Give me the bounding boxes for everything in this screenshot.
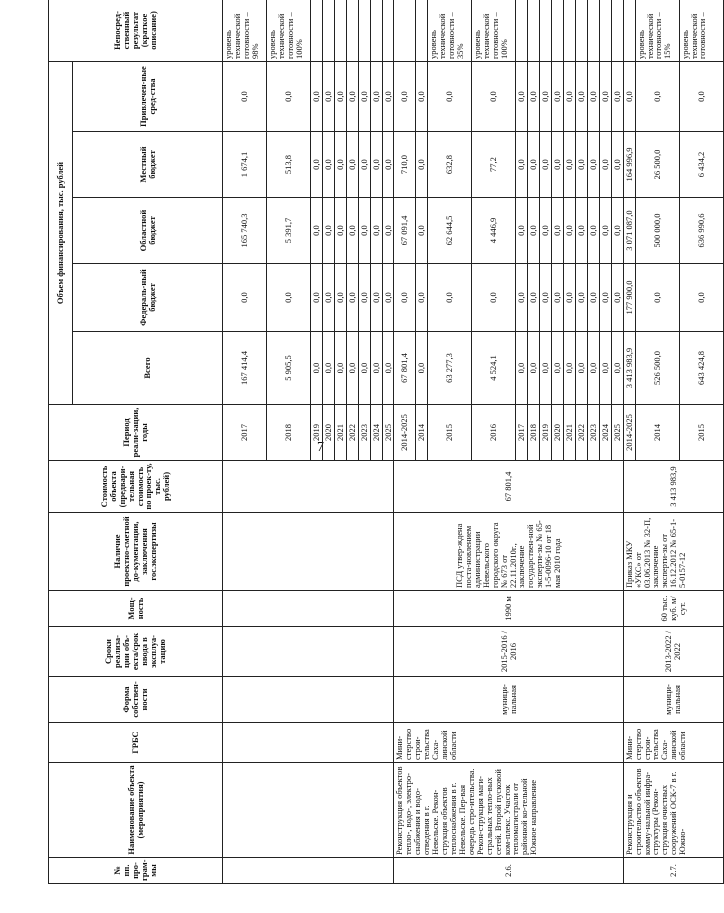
header-capacity: Мощ-ность <box>49 591 223 627</box>
cell-attracted: 0,0 <box>311 62 323 132</box>
cell-federal: 0,0 <box>358 264 370 332</box>
cell-period: 2018 <box>528 405 540 461</box>
cell-attracted: 0,0 <box>334 62 346 132</box>
cell-total: 0,0 <box>516 332 528 405</box>
cell-regional: 3 071 087,0 <box>623 198 635 264</box>
cell-result <box>334 0 346 62</box>
cell-result <box>587 0 599 62</box>
cell-period: 2023 <box>358 405 370 461</box>
cell-result <box>623 0 635 62</box>
cell-attracted: 0,0 <box>428 62 472 132</box>
cell-regional: 0,0 <box>346 198 358 264</box>
cell-regional: 62 644,5 <box>428 198 472 264</box>
cell-cost: 3 413 983,9 <box>623 461 723 513</box>
cell-total: 0,0 <box>322 332 334 405</box>
cell-federal: 0,0 <box>552 264 564 332</box>
header-docs: Наличие проектно-сметной до-кументации, заключения гос.экспертизы <box>49 513 223 591</box>
cell-federal: 0,0 <box>679 264 723 332</box>
cell-regional: 0,0 <box>575 198 587 264</box>
cell-regional: 0,0 <box>516 198 528 264</box>
cell-attracted: 0,0 <box>552 62 564 132</box>
header-local: Местный бюджет <box>73 132 223 198</box>
cell-docs: Приказ МКУ «УКС» от 03.06.2013 № 32-П, заключение эксперти-зы от 16.12.2012 № 65-1-5-0157-12 <box>623 513 723 591</box>
table-row <box>223 0 267 884</box>
cell-local: 0,0 <box>611 132 623 198</box>
cell-local: 0,0 <box>552 132 564 198</box>
cell-total: 0,0 <box>382 332 394 405</box>
cell-regional: 0,0 <box>587 198 599 264</box>
empty-cell <box>223 858 394 884</box>
empty-cell <box>223 677 394 723</box>
cell-local: 0,0 <box>370 132 382 198</box>
cell-result <box>370 0 382 62</box>
cell-result: уровень технической готовности – 15% <box>635 0 679 62</box>
cell-result: уровень технической готовности – 98% <box>223 0 267 62</box>
cell-regional: 4 446,9 <box>472 198 516 264</box>
cell-local: 710,0 <box>394 132 416 198</box>
cell-local: 26 500,0 <box>635 132 679 198</box>
header-federal: Федераль-ный бюджет <box>73 264 223 332</box>
cell-total: 0,0 <box>370 332 382 405</box>
cell-regional: 0,0 <box>334 198 346 264</box>
cell-regional: 0,0 <box>611 198 623 264</box>
cell-total: 167 414,4 <box>223 332 267 405</box>
cell-attracted: 0,0 <box>394 62 416 132</box>
cell-deadline: 2013-2022 / 2022 <box>623 627 723 677</box>
cell-attracted: 0,0 <box>346 62 358 132</box>
cell-total: 0,0 <box>311 332 323 405</box>
cell-result <box>311 0 323 62</box>
cell-period: 2023 <box>587 405 599 461</box>
cell-local: 0,0 <box>334 132 346 198</box>
cell-federal: 0,0 <box>599 264 611 332</box>
cell-local: 1 674,1 <box>223 132 267 198</box>
cell-docs: ПСД утвер-ждена поста-новлением администрации Невельского городского округа № 673 от 22.11.2010г., заключение государствен-ной эксперти-зы № 65-1-5-0096-10 от 18 мая 2010 года <box>394 513 623 591</box>
cell-period: 2025 <box>382 405 394 461</box>
cell-period: 2019 <box>540 405 552 461</box>
cell-attracted: 0,0 <box>635 62 679 132</box>
empty-cell <box>223 627 394 677</box>
cell-regional: 0,0 <box>322 198 334 264</box>
cell-period: 2024 <box>370 405 382 461</box>
header-regional: Областной бюджет <box>73 198 223 264</box>
cell-attracted: 0,0 <box>679 62 723 132</box>
cell-attracted: 0,0 <box>516 62 528 132</box>
financing-table <box>48 0 724 884</box>
page-number: 7 <box>317 440 324 455</box>
cell-total: 67 801,4 <box>394 332 416 405</box>
cell-local: 0,0 <box>575 132 587 198</box>
cell-federal: 0,0 <box>416 264 428 332</box>
cell-federal: 0,0 <box>223 264 267 332</box>
cell-result <box>346 0 358 62</box>
cell-federal: 0,0 <box>587 264 599 332</box>
cell-period: 2016 <box>472 405 516 461</box>
cell-period: 2022 <box>575 405 587 461</box>
cell-name: Реконструкция и строительство объектов комму-нальной инфра-структуры (Рекон-струкция очистных сооружений ОСК-7 в г. Южно- <box>623 763 723 858</box>
cell-result <box>516 0 528 62</box>
header-num: № пп. про-грам-мы <box>49 858 223 884</box>
cell-attracted: 0,0 <box>223 62 267 132</box>
cell-attracted: 0,0 <box>599 62 611 132</box>
cell-federal: 0,0 <box>267 264 311 332</box>
cell-regional: 0,0 <box>358 198 370 264</box>
cell-local: 77,2 <box>472 132 516 198</box>
cell-result <box>540 0 552 62</box>
cell-ownership: муници-пальная <box>623 677 723 723</box>
cell-period: 2014 <box>416 405 428 461</box>
cell-attracted: 0,0 <box>564 62 576 132</box>
cell-ownership: муници-пальная <box>394 677 623 723</box>
table-body <box>223 0 724 884</box>
cell-regional: 0,0 <box>552 198 564 264</box>
cell-total: 5 905,5 <box>267 332 311 405</box>
cell-local: 0,0 <box>382 132 394 198</box>
table-header <box>49 0 223 884</box>
cell-period: 2014 <box>635 405 679 461</box>
cell-federal: 0,0 <box>540 264 552 332</box>
cell-local: 6 434,2 <box>679 132 723 198</box>
cell-result <box>528 0 540 62</box>
cell-result <box>564 0 576 62</box>
cell-period: 2014-2025 <box>623 405 635 461</box>
cell-federal: 0,0 <box>428 264 472 332</box>
cell-total: 0,0 <box>540 332 552 405</box>
cell-federal: 0,0 <box>635 264 679 332</box>
empty-cell <box>223 591 394 627</box>
empty-cell <box>223 723 394 763</box>
cell-local: 164 996,9 <box>623 132 635 198</box>
cell-period: 2014-2025 <box>394 405 416 461</box>
cell-total: 0,0 <box>528 332 540 405</box>
cell-federal: 0,0 <box>611 264 623 332</box>
cell-regional: 165 740,3 <box>223 198 267 264</box>
cell-attracted: 0,0 <box>587 62 599 132</box>
cell-regional: 67 091,4 <box>394 198 416 264</box>
cell-local: 632,8 <box>428 132 472 198</box>
cell-result <box>358 0 370 62</box>
cell-local: 0,0 <box>587 132 599 198</box>
cell-local: 0,0 <box>311 132 323 198</box>
cell-total: 63 277,3 <box>428 332 472 405</box>
cell-local: 0,0 <box>358 132 370 198</box>
cell-regional: 0,0 <box>564 198 576 264</box>
cell-federal: 0,0 <box>516 264 528 332</box>
cell-result <box>552 0 564 62</box>
cell-attracted: 0,0 <box>472 62 516 132</box>
cell-period: 2019 <box>311 405 323 461</box>
header-ownership: Форма собствен-ности <box>49 677 223 723</box>
rotated-table-sheet <box>48 11 708 884</box>
cell-period: 2017 <box>223 405 267 461</box>
header-result: Непосред-ственный результат (краткое описание) <box>49 0 223 62</box>
cell-result: уровень технической готовности – <box>679 0 723 62</box>
cell-total: 0,0 <box>564 332 576 405</box>
cell-local: 0,0 <box>540 132 552 198</box>
cell-grbs: Мини-стерство строи-тельства Саха-линской области <box>623 723 723 763</box>
cell-period: 2021 <box>334 405 346 461</box>
cell-result <box>611 0 623 62</box>
cell-attracted: 0,0 <box>623 62 635 132</box>
table-row <box>394 0 416 884</box>
cell-attracted: 0,0 <box>322 62 334 132</box>
cell-result <box>322 0 334 62</box>
cell-federal: 0,0 <box>394 264 416 332</box>
cell-period: 2017 <box>516 405 528 461</box>
cell-local: 0,0 <box>599 132 611 198</box>
cell-period: 2020 <box>322 405 334 461</box>
cell-attracted: 0,0 <box>575 62 587 132</box>
cell-regional: 0,0 <box>311 198 323 264</box>
cell-local: 0,0 <box>416 132 428 198</box>
cell-attracted: 0,0 <box>358 62 370 132</box>
cell-attracted: 0,0 <box>370 62 382 132</box>
cell-federal: 0,0 <box>564 264 576 332</box>
cell-regional: 5 391,7 <box>267 198 311 264</box>
cell-federal: 0,0 <box>334 264 346 332</box>
cell-regional: 0,0 <box>416 198 428 264</box>
header-attracted: Привлечен-ные сред-ства <box>73 62 223 132</box>
cell-attracted: 0,0 <box>611 62 623 132</box>
cell-local: 0,0 <box>346 132 358 198</box>
cell-total: 0,0 <box>346 332 358 405</box>
cell-local: 0,0 <box>528 132 540 198</box>
cell-deadline: 2015-2016 / 2016 <box>394 627 623 677</box>
cell-total: 0,0 <box>358 332 370 405</box>
header-name: Наименование объекта (мероприятия) <box>49 763 223 858</box>
cell-result: уровень технической готовности – 35% <box>428 0 472 62</box>
empty-cell <box>223 763 394 858</box>
cell-total: 0,0 <box>611 332 623 405</box>
cell-federal: 0,0 <box>382 264 394 332</box>
cell-federal: 0,0 <box>322 264 334 332</box>
cell-attracted: 0,0 <box>528 62 540 132</box>
cell-result <box>382 0 394 62</box>
cell-result <box>394 0 416 62</box>
cell-result: уровень технической готовности – 100% <box>472 0 516 62</box>
cell-federal: 0,0 <box>528 264 540 332</box>
cell-federal: 0,0 <box>346 264 358 332</box>
cell-result <box>599 0 611 62</box>
cell-total: 4 524,1 <box>472 332 516 405</box>
cell-capacity: 60 тыс. куб. м/сут. <box>623 591 723 627</box>
cell-period: 2020 <box>552 405 564 461</box>
cell-cost: 67 801,4 <box>394 461 623 513</box>
header-deadline: Сроки реализа-ции объ-екта/срок ввода в эксплуа-тацию <box>49 627 223 677</box>
cell-total: 3 413 983,9 <box>623 332 635 405</box>
cell-attracted: 0,0 <box>267 62 311 132</box>
cell-regional: 0,0 <box>370 198 382 264</box>
cell-name: Реконструкция объектов тепло-, водо-, электро-снабжения и водо-отведения в г. Невельске. Рекон-струкция объектов теплоснабжения в г. Невельске. Пер-вая очередь стро-ительства. Рекон-струкция маги-стральных тепло-вых сетей. Второй пусковой ком-плекс. Участок тепломагистрали от районной ко-тельной Южное направление <box>394 763 623 858</box>
cell-federal: 0,0 <box>575 264 587 332</box>
cell-capacity: 1990 м <box>394 591 623 627</box>
cell-federal: 0,0 <box>311 264 323 332</box>
header-period: Период реали-зации, годы <box>49 405 223 461</box>
cell-period: 2021 <box>564 405 576 461</box>
cell-result: уровень технической готовности – 100% <box>267 0 311 62</box>
cell-total: 0,0 <box>552 332 564 405</box>
cell-federal: 177 900,0 <box>623 264 635 332</box>
header-grbs: ГРБС <box>49 723 223 763</box>
cell-total: 643 424,8 <box>679 332 723 405</box>
cell-total: 0,0 <box>416 332 428 405</box>
cell-regional: 0,0 <box>540 198 552 264</box>
cell-total: 0,0 <box>334 332 346 405</box>
cell-regional: 0,0 <box>528 198 540 264</box>
header-cost: Стоимость объекта (предвари-тельная стоимость по проек-ту, тыс. рублей) <box>49 461 223 513</box>
cell-num: 2.6. <box>394 858 623 884</box>
cell-attracted: 0,0 <box>540 62 552 132</box>
cell-period: 2018 <box>267 405 311 461</box>
table-row <box>623 0 635 884</box>
empty-cell <box>223 513 394 591</box>
cell-federal: 0,0 <box>370 264 382 332</box>
cell-total: 526 500,0 <box>635 332 679 405</box>
cell-total: 0,0 <box>599 332 611 405</box>
header-total: Всего <box>73 332 223 405</box>
cell-period: 2015 <box>428 405 472 461</box>
cell-regional: 636 990,6 <box>679 198 723 264</box>
cell-period: 2015 <box>679 405 723 461</box>
cell-federal: 0,0 <box>472 264 516 332</box>
cell-attracted: 0,0 <box>382 62 394 132</box>
header-finance-group: Объем финансирования, тыс. рублей <box>49 62 73 405</box>
cell-result <box>575 0 587 62</box>
cell-period: 2025 <box>611 405 623 461</box>
cell-result <box>416 0 428 62</box>
cell-local: 513,8 <box>267 132 311 198</box>
cell-total: 0,0 <box>587 332 599 405</box>
cell-total: 0,0 <box>575 332 587 405</box>
cell-regional: 0,0 <box>599 198 611 264</box>
cell-period: 2024 <box>599 405 611 461</box>
empty-cell <box>223 461 394 513</box>
cell-num: 2.7. <box>623 858 723 884</box>
cell-local: 0,0 <box>564 132 576 198</box>
cell-local: 0,0 <box>322 132 334 198</box>
cell-period: 2022 <box>346 405 358 461</box>
cell-regional: 0,0 <box>382 198 394 264</box>
cell-regional: 500 000,0 <box>635 198 679 264</box>
cell-local: 0,0 <box>516 132 528 198</box>
cell-attracted: 0,0 <box>416 62 428 132</box>
cell-grbs: Мини-стерство строи-тельства Саха-линской области <box>394 723 623 763</box>
